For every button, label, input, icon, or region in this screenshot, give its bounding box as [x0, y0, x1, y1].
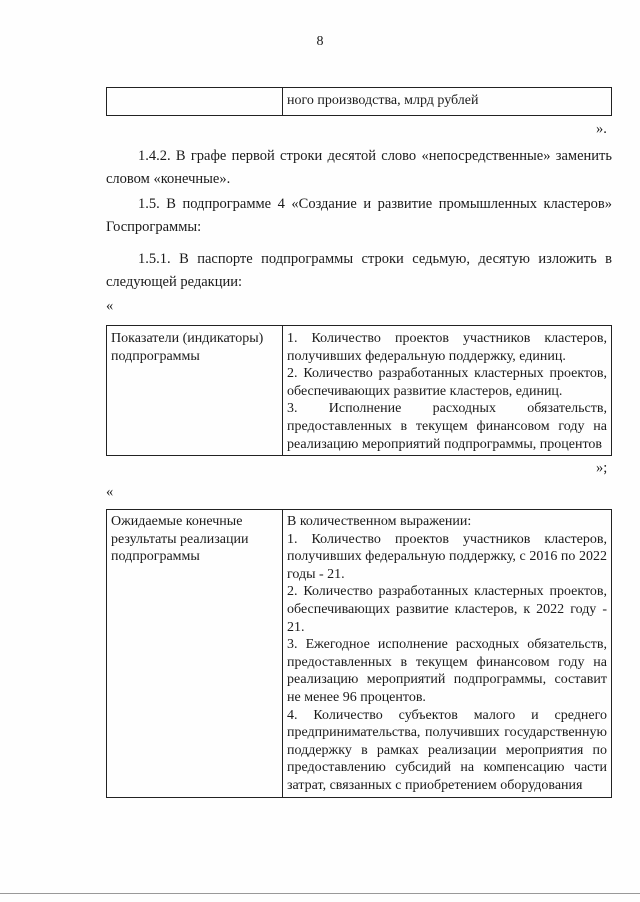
table-row	[107, 88, 612, 116]
list-item: 2. Количество разработанных кластерных проектов, обеспечивающих развитие кластеров, к 2022 году - 21.	[287, 584, 607, 635]
paragraph-text: 1.5.1. В паспорте подпрограммы строки седьмую, десятую изложить в следующей редакции:	[106, 251, 612, 290]
table-row	[107, 326, 612, 456]
paragraph-1-5	[106, 193, 612, 239]
list-item: 1. Количество проектов участников кластеров, получивших федеральную поддержку, единиц.	[287, 331, 607, 364]
paragraph-text: 1.5. В подпрограмме 4 «Создание и развитие промышленных кластеров» Госпрограммы:	[106, 196, 612, 235]
closing-quote-mark: »;	[596, 460, 608, 476]
list-item: 3. Исполнение расходных обязательств, предоставленных в текущем финансовом году на реализацию мероприятий подпрограммы, процентов	[287, 401, 607, 452]
list-item: 2. Количество разработанных кластерных проектов, обеспечивающих развитие кластеров, единиц.	[287, 366, 607, 399]
indicators-content-cell	[283, 326, 612, 456]
list-item: В количественном выражении:	[287, 514, 472, 529]
closing-quote-mark: ».	[596, 121, 607, 137]
opening-quote-mark: «	[106, 484, 114, 500]
results-content-cell	[283, 510, 612, 798]
paragraph-1-4-2	[106, 145, 612, 191]
page-edge-divider	[0, 893, 640, 894]
opening-quote-mark: «	[106, 298, 114, 314]
results-label-cell: Ожидаемые конечные результаты реализации подпрограммы	[107, 510, 283, 798]
page-number: 8	[316, 34, 324, 49]
list-item: 1. Количество проектов участников кластеров, получивших федеральную поддержку, с 2016 по 2022 годы - 21.	[287, 531, 607, 582]
paragraph-1-5-1	[106, 248, 612, 294]
results-table	[106, 509, 612, 798]
list-item: 4. Количество субъектов малого и среднего предпринимательства, получивших государственную поддержку в рамках реализации мероприятия по предоставлению субсидий на компенсацию части затрат, связанных с приобретением оборудования	[287, 707, 607, 793]
indicators-table	[106, 325, 612, 456]
continued-table	[106, 87, 612, 116]
table-row	[107, 510, 612, 798]
indicators-label-cell: Показатели (индикаторы) подпрограммы	[107, 326, 283, 456]
paragraph-text: 1.4.2. В графе первой строки десятой слово «непосредственные» заменить словом «конечные».	[106, 148, 612, 187]
table-cell-left	[107, 88, 283, 116]
table-cell-right: ного производства, млрд рублей	[283, 88, 612, 116]
list-item: 3. Ежегодное исполнение расходных обязательств, предоставленных в текущем финансовом году на реализацию мероприятий подпрограммы, составит не менее 96 процентов.	[287, 637, 607, 705]
